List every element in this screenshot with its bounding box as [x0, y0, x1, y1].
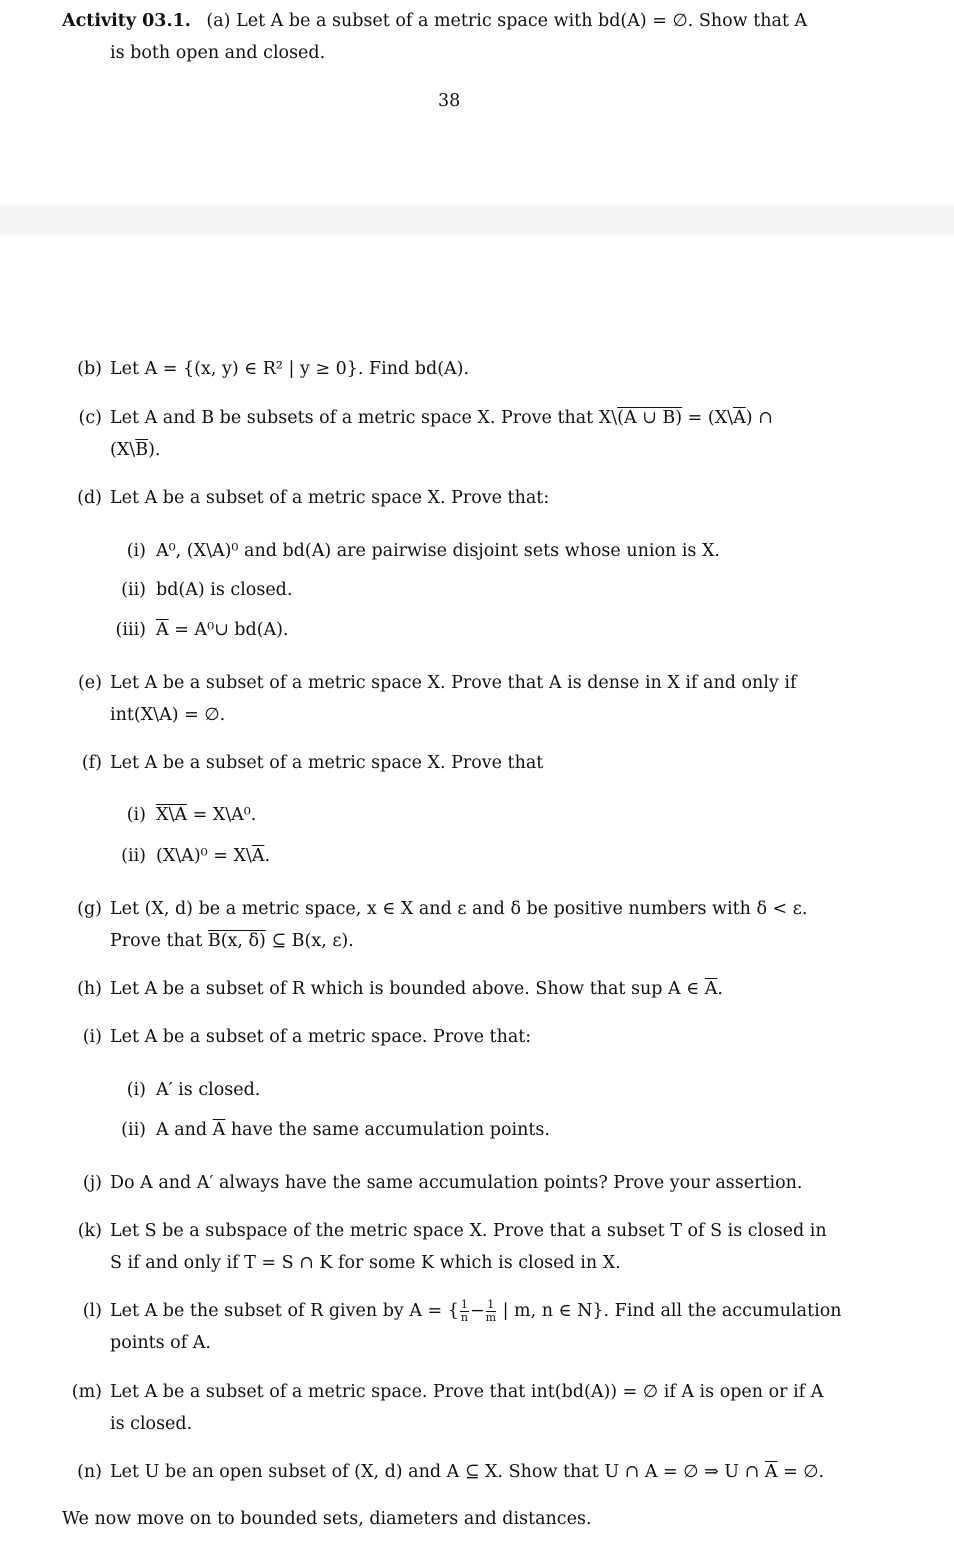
item-a-text-1: Let A be a subset of a metric space with bd(A) = ∅. Show that A: [236, 11, 808, 31]
item-f-i-label: (i): [126, 805, 146, 825]
item-k-label: (k): [77, 1221, 102, 1241]
item-l-label: (l): [82, 1301, 102, 1321]
fraction-1-over-n: $\frac{1}{n}$: [460, 1298, 468, 1324]
activity-line-1: [62, 5, 807, 37]
item-f-ii-text: (X\A)⁰ = $X\backslash\overline{A}$.: [156, 846, 271, 866]
item-m-label: (m): [71, 1382, 102, 1402]
item-e-text-2: int(X\A) = ∅.: [110, 705, 226, 725]
item-c-text-1: Let A and B be subsets of a metric space X. Prove that X\(A ∪ $B) = (X\backslash\overline{A})$ ∩: [110, 408, 773, 428]
item-d-iii-label: (iii): [115, 620, 146, 640]
item-g-label: (g): [77, 899, 102, 919]
item-n-label: (n): [77, 1462, 102, 1482]
closing-sentence: We now move on to bounded sets, diameters and distances.: [62, 1509, 592, 1529]
item-k-text-2: S if and only if T = S ∩ K for some K which is closed in X.: [110, 1253, 621, 1273]
item-g-text-1: Let (X, d) be a metric space, x ∈ X and ε and δ be positive numbers with δ < ε.: [110, 899, 808, 919]
item-f-ii-label: (ii): [121, 846, 146, 866]
page-divider: [0, 205, 954, 235]
item-d-label: (d): [77, 488, 102, 508]
item-c-text-2: $(X\backslash\overline{B})$.: [110, 440, 161, 460]
item-g-text-2: Prove that B(x, δ) ⊆ B(x, ε).: [110, 931, 354, 951]
item-d-ii-label: (ii): [121, 580, 146, 600]
item-b-label: (b): [77, 359, 102, 379]
item-i-ii-label: (ii): [121, 1120, 146, 1140]
item-l-text-2: points of A.: [110, 1333, 211, 1353]
item-i-label: (i): [82, 1027, 102, 1047]
item-d-ii-text: bd(A) is closed.: [156, 580, 293, 600]
item-h-label: (h): [77, 979, 102, 999]
item-i-i-label: (i): [126, 1080, 146, 1100]
activity-label: Activity 03.1.: [62, 11, 191, 31]
item-b-text: Let A = {(x, y) ∈ R² | y ≥ 0}. Find bd(A).: [110, 359, 470, 379]
item-e-label: (e): [77, 673, 102, 693]
item-f-text: Let A be a subset of a metric space X. Prove that: [110, 753, 544, 773]
fraction-1-over-m: $\frac{1}{m}$: [485, 1298, 497, 1324]
item-i-ii-text: A and $\overline{A}$ have the same accumulation points.: [156, 1120, 550, 1140]
item-n-text: Let U be an open subset of (X, d) and A ⊆ X. Show that U ∩ A = ∅ ⇒ U ∩ $\overline{A}$ = ∅.: [110, 1462, 825, 1482]
item-m-text-1: Let A be a subset of a metric space. Prove that int(bd(A)) = ∅ if A is open or if A: [110, 1382, 824, 1402]
item-i-i-text: A′ is closed.: [156, 1080, 261, 1100]
item-m-text-2: is closed.: [110, 1414, 193, 1434]
item-a-label: (a): [206, 11, 231, 31]
item-d-iii-text: $\overline{A}$ = A⁰∪ bd(A).: [156, 620, 289, 640]
item-i-text: Let A be a subset of a metric space. Prove that:: [110, 1027, 532, 1047]
item-k-text-1: Let S be a subspace of the metric space X. Prove that a subset T of S is closed in: [110, 1221, 827, 1241]
item-h-text: Let A be a subset of R which is bounded above. Show that sup A ∈ $\overline{A}$.: [110, 979, 723, 999]
item-d-i-text: A⁰, (X\A)⁰ and bd(A) are pairwise disjoint sets whose union is X.: [156, 541, 720, 561]
item-d-i-label: (i): [126, 541, 146, 561]
item-d-text: Let A be a subset of a metric space X. Prove that:: [110, 488, 550, 508]
item-j-label: (j): [82, 1173, 102, 1193]
item-a-text-2: is both open and closed.: [110, 43, 326, 63]
item-c-label: (c): [78, 408, 102, 428]
item-l-text-1: Let A be the subset of R given by A = { $\frac{1}{n}$ − $\frac{1}{m}$ | m, n ∈ N}. Find all the accumulation: [110, 1298, 842, 1324]
item-f-i-text: X\A = X\A⁰.: [156, 805, 257, 825]
item-f-label: (f): [81, 753, 102, 773]
page-number: 38: [438, 91, 461, 111]
item-e-text-1: Let A be a subset of a metric space X. Prove that A is dense in X if and only if: [110, 673, 797, 693]
item-j-text: Do A and A′ always have the same accumulation points? Prove your assertion.: [110, 1173, 803, 1193]
